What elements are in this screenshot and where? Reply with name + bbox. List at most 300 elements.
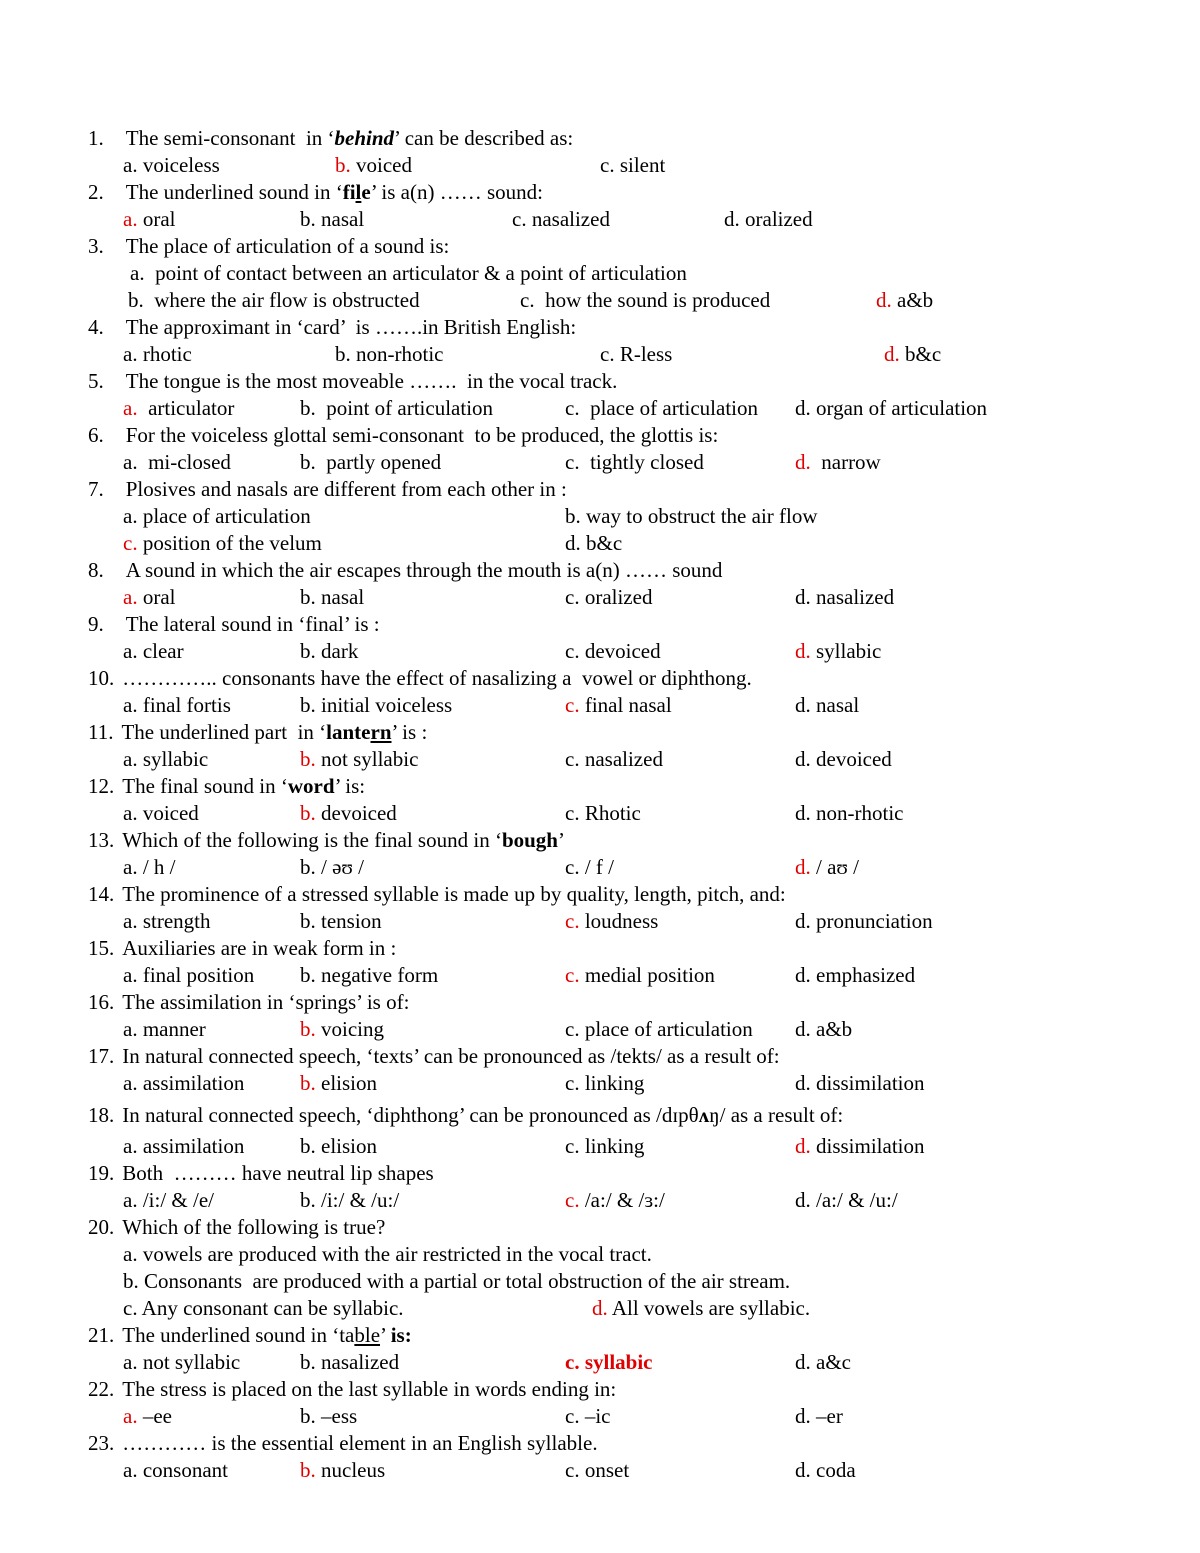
option-letter: c. <box>565 855 580 879</box>
question-number: 19. <box>88 1161 115 1185</box>
option-letter: d. <box>795 1071 811 1095</box>
option-letter: d. <box>592 1296 608 1320</box>
question-text: ble <box>354 1323 381 1347</box>
option-text: voiced <box>350 153 412 177</box>
option-letter: a. <box>123 504 138 528</box>
option-letter: c. <box>565 1404 580 1428</box>
question-text: The assimilation in ‘springs’ is of: <box>122 990 410 1014</box>
answer-option-d[interactable] <box>724 206 813 233</box>
answer-option-a[interactable] <box>123 503 311 530</box>
answer-option-d[interactable] <box>795 584 894 611</box>
question-text: ʌ <box>698 1103 710 1127</box>
option-letter: a. <box>123 747 138 771</box>
question-number: 3. <box>88 234 104 258</box>
option-letter: c. <box>565 1350 580 1374</box>
answer-option-c[interactable] <box>512 206 610 233</box>
question-stem <box>88 476 567 503</box>
option-letter: d. <box>795 639 811 663</box>
option-letter: c. <box>123 1296 138 1320</box>
answer-option-a[interactable] <box>123 1403 172 1430</box>
option-text: where the air flow is obstructed <box>143 288 420 312</box>
answer-option-b[interactable] <box>300 584 364 611</box>
question-text: ’ is a(n) …… sound: <box>370 180 543 204</box>
answer-option-b[interactable] <box>300 1016 384 1043</box>
option-text: emphasized <box>810 963 916 987</box>
option-text: voiced <box>137 801 199 825</box>
option-text: strength <box>137 909 211 933</box>
question-number: 4. <box>88 315 104 339</box>
option-text: dissimilation <box>810 1071 925 1095</box>
option-text: clear <box>137 639 184 663</box>
option-letter: b. <box>565 504 581 528</box>
answer-option-b[interactable] <box>300 800 397 827</box>
option-letter: a. <box>123 153 138 177</box>
answer-option-a[interactable] <box>123 800 199 827</box>
question-stem <box>88 1102 843 1129</box>
option-text: place of articulation <box>579 1017 753 1041</box>
option-text: / aʊ / <box>810 855 860 879</box>
question-stem <box>88 773 365 800</box>
option-text: b&c <box>899 342 942 366</box>
question-number: 6. <box>88 423 104 447</box>
answer-option-a[interactable] <box>123 1187 214 1214</box>
option-letter: b. <box>300 450 316 474</box>
option-text: non-rhotic <box>350 342 444 366</box>
answer-option-b[interactable] <box>123 1268 790 1295</box>
question-text: ’ <box>557 828 565 852</box>
question-number: 13. <box>88 828 115 852</box>
question-text: fi <box>342 180 356 204</box>
question-stem <box>88 368 617 395</box>
question-text: l <box>355 180 362 204</box>
question-number: 7. <box>88 477 104 501</box>
option-letter: a. <box>123 1458 138 1482</box>
answer-option-d[interactable] <box>795 854 859 881</box>
question-text: lante <box>326 720 371 744</box>
answer-option-d[interactable] <box>795 746 892 773</box>
answer-option-c[interactable] <box>565 1403 610 1430</box>
option-text: final fortis <box>137 693 231 717</box>
option-text: rhotic <box>137 342 192 366</box>
answer-option-c[interactable] <box>123 530 322 557</box>
answer-option-a[interactable] <box>123 341 192 368</box>
answer-option-d[interactable] <box>795 1403 843 1430</box>
option-letter: d. <box>876 288 892 312</box>
option-text: /a:/ & /ɜ:/ <box>579 1188 665 1212</box>
option-text: final nasal <box>579 693 672 717</box>
option-letter: a. <box>123 963 138 987</box>
option-letter: a. <box>123 1404 138 1428</box>
option-text: mi-closed <box>137 450 231 474</box>
option-text: nasalized <box>526 207 610 231</box>
option-text: devoiced <box>579 639 661 663</box>
option-text: vowels are produced with the air restricted in the vocal tract. <box>137 1242 652 1266</box>
answer-option-a[interactable] <box>123 962 254 989</box>
option-letter: d. <box>795 963 811 987</box>
option-letter: d. <box>795 909 811 933</box>
option-text: /a:/ & /u:/ <box>810 1188 898 1212</box>
option-letter: a. <box>123 1242 138 1266</box>
option-text: a&c <box>810 1350 851 1374</box>
option-text: / h / <box>137 855 176 879</box>
answer-option-c[interactable] <box>565 1070 644 1097</box>
answer-option-c[interactable] <box>565 1133 644 1160</box>
question-text: bough <box>501 828 558 852</box>
question-text: The underlined sound in ‘ta <box>122 1323 355 1347</box>
answer-option-b[interactable] <box>335 152 412 179</box>
answer-option-a[interactable] <box>123 449 231 476</box>
question-stem <box>88 827 565 854</box>
option-letter: b. <box>300 1071 316 1095</box>
answer-option-b[interactable] <box>300 962 438 989</box>
answer-option-c[interactable] <box>123 1295 404 1322</box>
option-letter: b. <box>335 342 351 366</box>
option-text: initial voiceless <box>315 693 453 717</box>
question-stem <box>88 1322 412 1349</box>
option-letter: c. <box>565 1134 580 1158</box>
option-text: partly opened <box>315 450 442 474</box>
question-text: ’ is : <box>391 720 428 744</box>
option-letter: d. <box>724 207 740 231</box>
question-text: The semi-consonant in ‘ <box>125 126 335 150</box>
option-text: tension <box>315 909 382 933</box>
answer-option-c[interactable] <box>565 1016 753 1043</box>
question-text: The final sound in ‘ <box>122 774 288 798</box>
option-letter: c. <box>565 801 580 825</box>
question-number: 21. <box>88 1323 115 1347</box>
question-number: 15. <box>88 936 115 960</box>
option-letter: a. <box>123 342 138 366</box>
answer-option-c[interactable] <box>565 800 641 827</box>
question-text: In natural connected speech, ‘texts’ can be pronounced as /tekts/ as a result of: <box>122 1044 780 1068</box>
question-stem <box>88 989 409 1016</box>
option-letter: b. <box>300 207 316 231</box>
option-letter: d. <box>795 450 811 474</box>
option-text: All vowels are syllabic. <box>607 1296 811 1320</box>
answer-option-a[interactable] <box>123 584 175 611</box>
answer-option-d[interactable] <box>795 1349 851 1376</box>
question-stem <box>88 125 573 152</box>
question-stem <box>88 1214 385 1241</box>
answer-option-c[interactable] <box>520 287 770 314</box>
option-text: voicing <box>315 1017 384 1041</box>
answer-option-a[interactable] <box>123 854 176 881</box>
answer-option-a[interactable] <box>123 152 220 179</box>
option-letter: a. <box>123 855 138 879</box>
option-text: assimilation <box>137 1134 245 1158</box>
question-text: The lateral sound in ‘final’ is : <box>125 612 380 636</box>
question-number: 14. <box>88 882 115 906</box>
question-stem <box>88 179 543 206</box>
option-letter: d. <box>795 747 811 771</box>
answer-option-b[interactable] <box>565 503 818 530</box>
option-text: manner <box>137 1017 206 1041</box>
answer-option-c[interactable] <box>600 152 665 179</box>
answer-option-d[interactable] <box>592 1295 810 1322</box>
option-letter: c. <box>565 909 580 933</box>
option-letter: b. <box>300 963 316 987</box>
answer-option-b[interactable] <box>300 908 382 935</box>
option-text: /i:/ & /e/ <box>137 1188 214 1212</box>
option-text: onset <box>579 1458 630 1482</box>
option-letter: a. <box>123 1017 138 1041</box>
answer-option-a[interactable] <box>123 638 184 665</box>
question-text: The stress is placed on the last syllable in words ending in: <box>122 1377 617 1401</box>
question-number: 23. <box>88 1431 115 1455</box>
question-text: The approximant in ‘card’ is …….in British English: <box>125 315 577 339</box>
question-stem <box>88 611 380 638</box>
answer-option-b[interactable] <box>300 1403 357 1430</box>
option-letter: a. <box>123 450 138 474</box>
answer-option-b[interactable] <box>300 692 452 719</box>
option-text: pronunciation <box>810 909 933 933</box>
answer-option-c[interactable] <box>565 449 704 476</box>
option-letter: c. <box>565 963 580 987</box>
option-letter: a. <box>123 639 138 663</box>
answer-option-b[interactable] <box>335 341 443 368</box>
option-letter: b. <box>300 855 316 879</box>
option-text: point of articulation <box>315 396 494 420</box>
question-stem <box>88 881 786 908</box>
question-stem <box>88 557 722 584</box>
option-letter: b. <box>300 909 316 933</box>
answer-option-a[interactable] <box>130 260 687 287</box>
question-text: Which of the following is true? <box>122 1215 386 1239</box>
answer-option-a[interactable] <box>123 1133 244 1160</box>
option-letter: a. <box>123 207 138 231</box>
answer-option-d[interactable] <box>876 287 933 314</box>
question-text: ………….. consonants have the effect of nasalizing a vowel or diphthong. <box>122 666 752 690</box>
answer-option-b[interactable] <box>300 1070 377 1097</box>
answer-option-c[interactable] <box>565 1187 665 1214</box>
question-stem <box>88 422 718 449</box>
option-text: position of the velum <box>137 531 322 555</box>
option-letter: d. <box>795 855 811 879</box>
option-text: negative form <box>315 963 439 987</box>
option-text: –ess <box>315 1404 358 1428</box>
answer-option-c[interactable] <box>565 638 661 665</box>
answer-option-b[interactable] <box>300 1187 399 1214</box>
answer-option-a[interactable] <box>123 206 175 233</box>
question-stem <box>88 1430 598 1457</box>
option-letter: c. <box>565 639 580 663</box>
option-text: devoiced <box>315 801 397 825</box>
option-letter: c. <box>565 747 580 771</box>
option-text: nasalized <box>810 585 895 609</box>
answer-option-d[interactable] <box>795 638 881 665</box>
option-text: elision <box>315 1071 377 1095</box>
option-letter: a. <box>123 693 138 717</box>
question-text: Both ……… have neutral lip shapes <box>122 1161 434 1185</box>
option-text: narrow <box>810 450 881 474</box>
answer-option-a[interactable] <box>123 908 210 935</box>
question-stem <box>88 665 752 692</box>
answer-option-a[interactable] <box>123 395 234 422</box>
question-number: 22. <box>88 1377 115 1401</box>
answer-option-d[interactable] <box>565 530 622 557</box>
option-text: –er <box>810 1404 843 1428</box>
option-letter: c. <box>565 1188 580 1212</box>
answer-option-d[interactable] <box>795 1187 898 1214</box>
question-text: e <box>361 180 371 204</box>
option-text: oralized <box>739 207 813 231</box>
option-text: tightly closed <box>579 450 704 474</box>
answer-option-b[interactable] <box>128 287 420 314</box>
option-letter: b. <box>300 801 316 825</box>
answer-option-a[interactable] <box>123 692 231 719</box>
option-text: dark <box>315 639 359 663</box>
option-letter: a. <box>123 801 138 825</box>
answer-option-d[interactable] <box>795 908 933 935</box>
option-text: dissimilation <box>810 1134 925 1158</box>
answer-option-d[interactable] <box>795 1016 852 1043</box>
answer-option-c[interactable] <box>565 692 672 719</box>
option-letter: a. <box>123 1134 138 1158</box>
option-letter: a. <box>123 585 138 609</box>
option-letter: c. <box>565 1017 580 1041</box>
answer-option-b[interactable] <box>300 854 364 881</box>
option-letter: b. <box>300 396 316 420</box>
question-text: Auxiliaries are in weak form in : <box>122 936 397 960</box>
answer-option-d[interactable] <box>795 1070 925 1097</box>
option-letter: d. <box>795 1404 811 1428</box>
option-letter: d. <box>795 1188 811 1212</box>
option-letter: b. <box>300 693 316 717</box>
question-number: 16. <box>88 990 115 1014</box>
question-text: ’ <box>380 1323 391 1347</box>
question-text: ’ can be described as: <box>394 126 574 150</box>
question-number: 20. <box>88 1215 115 1239</box>
option-text: not syllabic <box>315 747 419 771</box>
answer-option-a[interactable] <box>123 1457 228 1484</box>
option-text: devoiced <box>810 747 892 771</box>
answer-option-b[interactable] <box>300 395 493 422</box>
question-number: 5. <box>88 369 104 393</box>
option-letter: b. <box>300 747 316 771</box>
question-stem <box>88 314 576 341</box>
answer-option-c[interactable] <box>565 746 663 773</box>
answer-option-d[interactable] <box>795 692 859 719</box>
answer-option-c[interactable] <box>565 1457 629 1484</box>
question-text: Which of the following is the final sound in ‘ <box>122 828 502 852</box>
answer-option-b[interactable] <box>300 206 364 233</box>
question-number: 18. <box>88 1103 115 1127</box>
option-text: place of articulation <box>579 396 758 420</box>
option-text: silent <box>614 153 666 177</box>
option-text: Any consonant can be syllabic. <box>137 1296 404 1320</box>
question-text: The prominence of a stressed syllable is made up by quality, length, pitch, and: <box>122 882 786 906</box>
option-text: a&b <box>891 288 934 312</box>
option-letter: d. <box>795 693 811 717</box>
answer-option-d[interactable] <box>884 341 941 368</box>
option-letter: d. <box>884 342 900 366</box>
answer-option-c[interactable] <box>600 341 672 368</box>
option-text: syllabic <box>579 1350 653 1374</box>
option-text: not syllabic <box>137 1350 241 1374</box>
option-letter: d. <box>795 1458 811 1482</box>
answer-option-b[interactable] <box>300 746 418 773</box>
answer-option-c[interactable] <box>565 1349 653 1376</box>
option-text: Consonants are produced with a partial or total obstruction of the air stream. <box>138 1269 791 1293</box>
answer-option-c[interactable] <box>565 584 652 611</box>
option-text: oral <box>137 585 176 609</box>
option-text: way to obstruct the air flow <box>580 504 818 528</box>
option-letter: c. <box>123 531 138 555</box>
option-text: b&c <box>580 531 623 555</box>
option-text: coda <box>810 1458 856 1482</box>
answer-option-a[interactable] <box>123 746 208 773</box>
answer-option-b[interactable] <box>300 1349 399 1376</box>
answer-option-a[interactable] <box>123 1349 240 1376</box>
option-text: medial position <box>579 963 715 987</box>
option-text: –ee <box>137 1404 172 1428</box>
option-letter: b. <box>300 639 316 663</box>
answer-option-c[interactable] <box>565 908 658 935</box>
question-number: 10. <box>88 666 115 690</box>
question-text: The underlined part in ‘ <box>121 720 327 744</box>
answer-option-d[interactable] <box>795 962 915 989</box>
question-number: 8. <box>88 558 104 582</box>
question-number: 9. <box>88 612 104 636</box>
answer-option-d[interactable] <box>795 449 881 476</box>
option-letter: d. <box>795 801 811 825</box>
question-stem <box>88 1160 434 1187</box>
answer-option-b[interactable] <box>300 638 358 665</box>
option-letter: b. <box>300 1017 316 1041</box>
answer-option-b[interactable] <box>300 449 441 476</box>
question-text: The tongue is the most moveable ……. in the vocal track. <box>125 369 618 393</box>
answer-option-c[interactable] <box>565 854 614 881</box>
option-letter: c. <box>600 153 615 177</box>
question-number: 11. <box>88 720 114 744</box>
question-text: For the voiceless glottal semi-consonant to be produced, the glottis is: <box>125 423 719 447</box>
option-letter: d. <box>795 585 811 609</box>
option-letter: c. <box>512 207 527 231</box>
answer-option-d[interactable] <box>795 1133 925 1160</box>
answer-option-b[interactable] <box>300 1457 385 1484</box>
option-text: voiceless <box>137 153 220 177</box>
option-letter: a. <box>130 261 145 285</box>
option-letter: c. <box>565 693 580 717</box>
option-text: consonant <box>137 1458 228 1482</box>
answer-option-d[interactable] <box>795 395 987 422</box>
option-letter: b. <box>300 1404 316 1428</box>
option-text: final position <box>137 963 255 987</box>
option-letter: a. <box>123 1350 138 1374</box>
answer-option-d[interactable] <box>795 800 903 827</box>
question-text: word <box>287 774 335 798</box>
question-text: rn <box>370 720 392 744</box>
option-text: organ of articulation <box>810 396 988 420</box>
option-text: nasal <box>315 207 365 231</box>
question-text: ’ is: <box>334 774 366 798</box>
question-stem <box>88 935 396 962</box>
answer-option-d[interactable] <box>795 1457 856 1484</box>
question-stem <box>88 1043 780 1070</box>
answer-option-a[interactable] <box>123 1241 652 1268</box>
option-text: nasal <box>810 693 860 717</box>
answer-option-a[interactable] <box>123 1070 244 1097</box>
answer-option-c[interactable] <box>565 962 715 989</box>
answer-option-b[interactable] <box>300 1133 377 1160</box>
option-letter: c. <box>600 342 615 366</box>
option-text: assimilation <box>137 1071 245 1095</box>
answer-option-a[interactable] <box>123 1016 206 1043</box>
option-text: point of contact between an articulator & a point of articulation <box>144 261 687 285</box>
option-letter: a. <box>123 396 138 420</box>
answer-option-c[interactable] <box>565 395 758 422</box>
question-number: 1. <box>88 126 104 150</box>
